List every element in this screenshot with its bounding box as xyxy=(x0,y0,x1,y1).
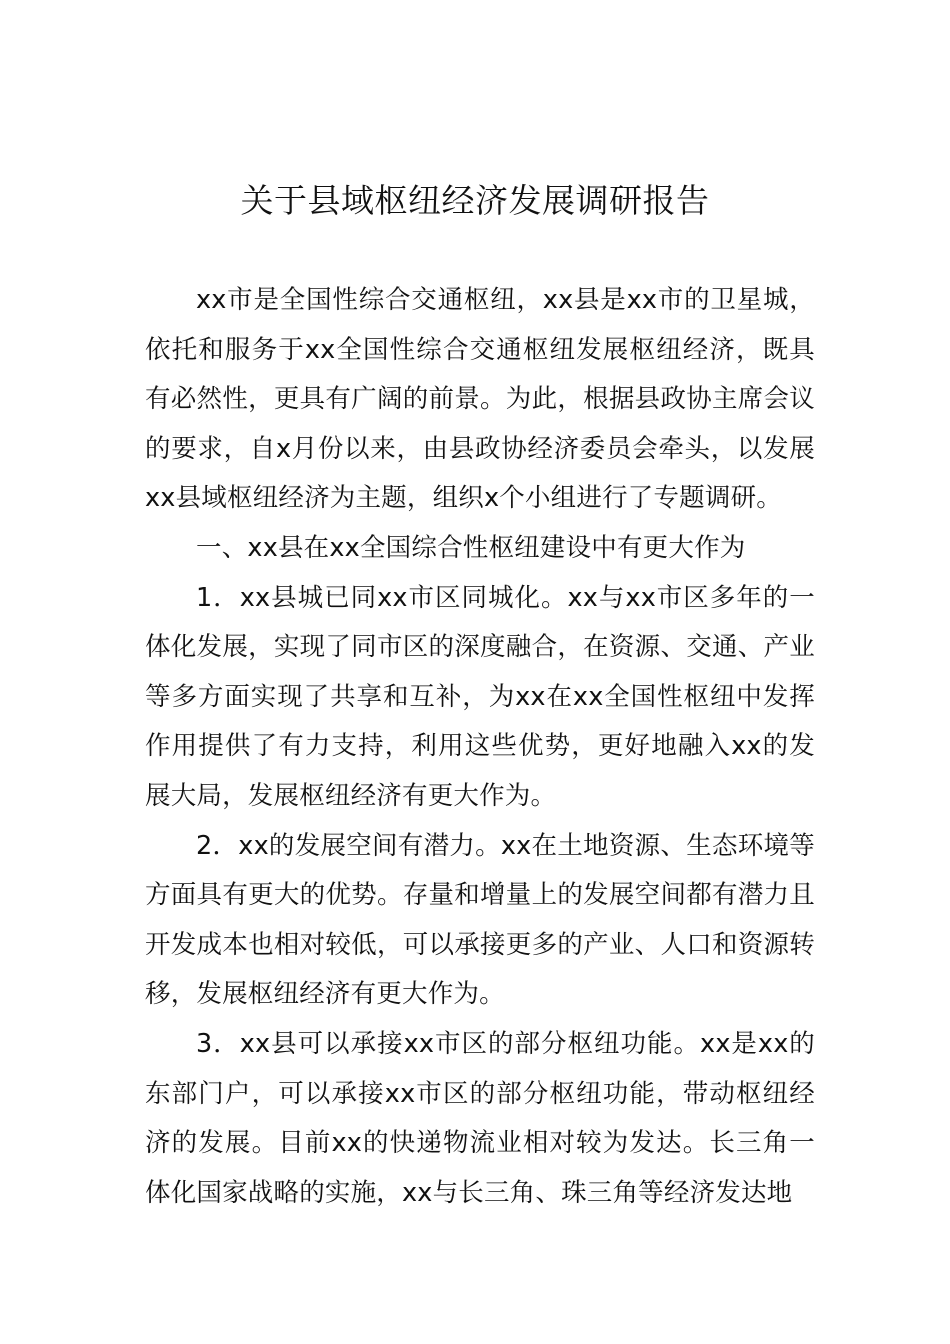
document-body xyxy=(145,276,815,1218)
paragraph-point-1: 1．xx县城已同xx市区同城化。xx与xx市区多年的一体化发展，实现了同市区的深度融合，在资源、交通、产业等多方面实现了共享和互补，为xx在xx全国性枢纽中发挥作用提供了有力支持，利用这些优势，更好地融入xx的发展大局，发展枢纽经济有更大作为。 xyxy=(145,582,815,811)
paragraph-point-3: 3．xx县可以承接xx市区的部分枢纽功能。xx是xx的东部门户，可以承接xx市区的部分枢纽功能，带动枢纽经济的发展。目前xx的快递物流业相对较为发达。长三角一体化国家战略的实施，xx与长三角、珠三角等经济发达地 xyxy=(145,1028,815,1208)
paragraph-point-2: 2．xx的发展空间有潜力。xx在土地资源、生态环境等方面具有更大的优势。存量和增量上的发展空间都有潜力且开发成本也相对较低，可以承接更多的产业、人口和资源转移，发展枢纽经济有更大作为。 xyxy=(145,830,815,1010)
section-heading-1: 一、xx县在xx全国综合性枢纽建设中有更大作为 xyxy=(196,532,746,563)
document-title: 关于县域枢纽经济发展调研报告 xyxy=(240,181,710,220)
paragraph-intro: xx市是全国性综合交通枢纽，xx县是xx市的卫星城，依托和服务于xx全国性综合交通枢纽发展枢纽经济，既具有必然性，更具有广阔的前景。为此，根据县政协主席会议的要求，自x月份以来，由县政协经济委员会牵头，以发展xx县域枢纽经济为主题，组织x个小组进行了专题调研。 xyxy=(145,285,815,514)
